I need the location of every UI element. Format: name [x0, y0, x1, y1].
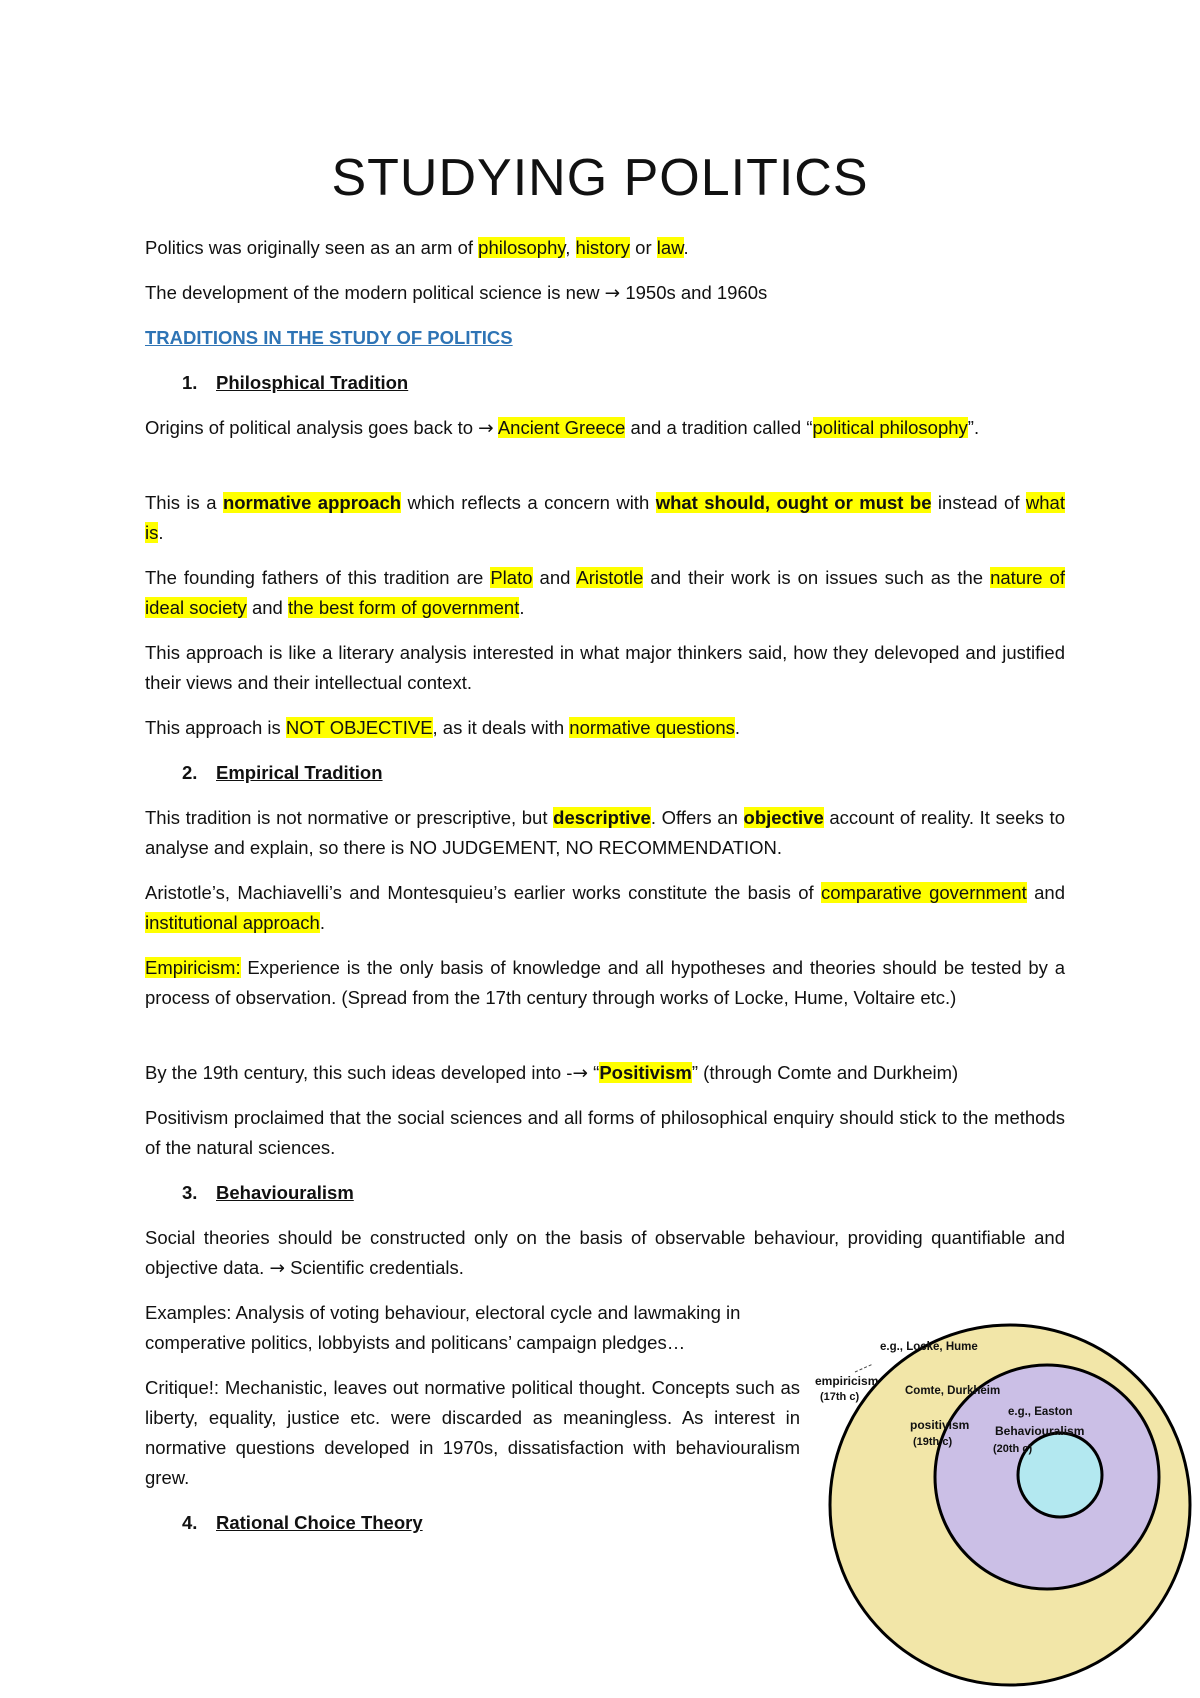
text: Scientific credentials.: [284, 1257, 464, 1278]
heading-number: 1.: [182, 372, 198, 393]
text: Politics was originally seen as an arm of: [145, 237, 479, 258]
paragraph-not-objective: [145, 713, 1065, 743]
arrow-icon: →: [269, 1258, 285, 1279]
text: and: [532, 567, 577, 588]
arrow-icon: →: [572, 1063, 588, 1084]
intro-paragraph-2: [145, 278, 1065, 309]
text: ”.: [967, 417, 980, 438]
heading-text: Philosphical Tradition: [216, 372, 409, 393]
highlight-ideal-society: nature of ideal society: [145, 567, 1065, 618]
text: .: [683, 237, 689, 258]
paragraph-normative: [145, 488, 1065, 548]
text: ,: [565, 237, 576, 258]
label-empiricism-century: (17th c): [820, 1391, 860, 1403]
paragraph-origins: [145, 413, 1065, 444]
text: and a tradition called “: [625, 417, 813, 438]
label-positivism-century: (19th c): [913, 1436, 953, 1448]
paragraph-descriptive: [145, 803, 1065, 863]
highlight-not-objective: NOT OBJECTIVE: [285, 717, 433, 738]
label-behaviouralism: Behaviouralism: [995, 1424, 1085, 1438]
text: and: [246, 597, 288, 618]
highlight-political-philosophy: political philosophy: [812, 417, 968, 438]
label-easton: e.g., Easton: [1008, 1406, 1073, 1418]
text: Origins of political analysis goes back to: [145, 417, 479, 438]
highlight-philosophy: philosophy: [478, 237, 566, 258]
page-title: STUDYING POLITICS: [331, 149, 869, 207]
highlight-comparative-government: comparative government: [820, 882, 1027, 903]
text: account of reality. It seeks to analyse and explain, so there is NO JUDGEMENT, NO RECOMMENDATION.: [145, 807, 1065, 858]
text: instead of: [931, 492, 1026, 513]
text: Aristotle’s, Machiavelli’s and Montesquieu’s earlier works constitute the basis of: [145, 882, 821, 903]
label-comte-durkheim: Comte, Durkheim: [905, 1385, 1001, 1397]
highlight-what-should: what should, ought or must be: [655, 492, 932, 513]
arrow-icon: →: [478, 418, 494, 439]
highlight-normative-questions: normative questions: [569, 717, 735, 738]
text: or: [630, 237, 657, 258]
text: By the 19th century, this such ideas developed into -: [145, 1062, 573, 1083]
text: 1950s and 1960s: [620, 282, 768, 303]
highlight-empiricism: Empiricism:: [145, 957, 241, 978]
label-empiricism: empiricism: [815, 1374, 879, 1388]
paragraph-positivism-claim: Positivism proclaimed that the social sciences and all forms of philosophical enquiry should stick to the methods of the natural sciences.: [145, 1107, 1065, 1158]
text: The founding fathers of this tradition are: [145, 567, 491, 588]
paragraph-comparative: [145, 878, 1065, 938]
highlight-law: law: [656, 237, 684, 258]
label-positivism: positivism: [910, 1418, 970, 1432]
highlight-positivism: Positivism: [599, 1062, 692, 1083]
nested-circles-diagram: [815, 1320, 1195, 1690]
heading-behaviouralism: [145, 1178, 1065, 1208]
heading-text: Empirical Tradition: [216, 762, 383, 783]
highlight-history: history: [575, 237, 631, 258]
highlight-institutional-approach: institutional approach: [145, 912, 320, 933]
paragraph-critique: Critique!: Mechanistic, leaves out normative political thought. Concepts such as liberty, equality, justice etc. were discarded as meaningless. As interest in normative questions developed in 1970s, dissatisfaction with behaviouralism grew.: [145, 1377, 800, 1488]
text: “: [588, 1062, 600, 1083]
highlight-aristotle: Aristotle: [576, 567, 644, 588]
highlight-objective: objective: [743, 807, 824, 828]
text: This tradition is not normative or prescriptive, but: [145, 807, 554, 828]
text: .: [158, 522, 164, 543]
heading-philosophical-tradition: [145, 368, 1065, 398]
heading-number: 4.: [182, 1512, 198, 1533]
text: Experience is the only basis of knowledge and all hypotheses and theories should be tested by a process of observation. (Spread from the 17th century through works of Locke, Hume, Voltaire etc.): [145, 957, 1065, 1008]
arrow-icon: →: [604, 283, 621, 304]
highlight-plato: Plato: [490, 567, 533, 588]
highlight-descriptive: descriptive: [553, 807, 651, 828]
text: and: [1026, 882, 1065, 903]
highlight-ancient-greece: Ancient Greece: [497, 417, 626, 438]
text: This is a: [145, 492, 223, 513]
text: This approach is: [145, 717, 286, 738]
text: .: [734, 717, 740, 738]
paragraph-social-theories: [145, 1223, 1065, 1284]
text: The development of the modern political science is new: [145, 282, 605, 303]
text: .: [519, 597, 525, 618]
highlight-normative-approach: normative approach: [222, 492, 402, 513]
highlight-best-form: the best form of government: [287, 597, 520, 618]
paragraph-founding-fathers: [145, 563, 1065, 623]
pointer-line: [855, 1364, 873, 1372]
text: Social theories should be constructed only on the basis of observable behaviour, providing quantifiable and objective data.: [145, 1227, 1065, 1278]
heading-empirical-tradition: [145, 758, 1065, 788]
text: .: [319, 912, 325, 933]
section-heading: TRADITIONS IN THE STUDY OF POLITICS: [145, 327, 513, 348]
paragraph-empiricism: [145, 953, 1065, 1013]
heading-number: 3.: [182, 1182, 198, 1203]
text: , as it deals with: [432, 717, 570, 738]
paragraph-examples: Examples: Analysis of voting behaviour, electoral cycle and lawmaking in comperative politics, lobbyists and politicans’ campaign pledges…: [145, 1302, 741, 1353]
text: which reflects a concern with: [401, 492, 656, 513]
text: and their work is on issues such as the: [643, 567, 991, 588]
text: ” (through Comte and Durkheim): [691, 1062, 959, 1083]
heading-number: 2.: [182, 762, 198, 783]
intro-paragraph-1: [145, 233, 1065, 263]
heading-text: Rational Choice Theory: [216, 1512, 423, 1533]
label-behaviouralism-century: (20th c): [993, 1443, 1033, 1455]
text: . Offers an: [650, 807, 744, 828]
paragraph-positivism-dev: [145, 1058, 1065, 1089]
paragraph-literary-analysis: This approach is like a literary analysis interested in what major thinkers said, how they delevoped and justified their views and their intellectual context.: [145, 642, 1065, 693]
label-locke-hume: e.g., Locke, Hume: [880, 1341, 978, 1353]
heading-text: Behaviouralism: [216, 1182, 354, 1203]
highlight-what-is: what is: [145, 492, 1065, 543]
